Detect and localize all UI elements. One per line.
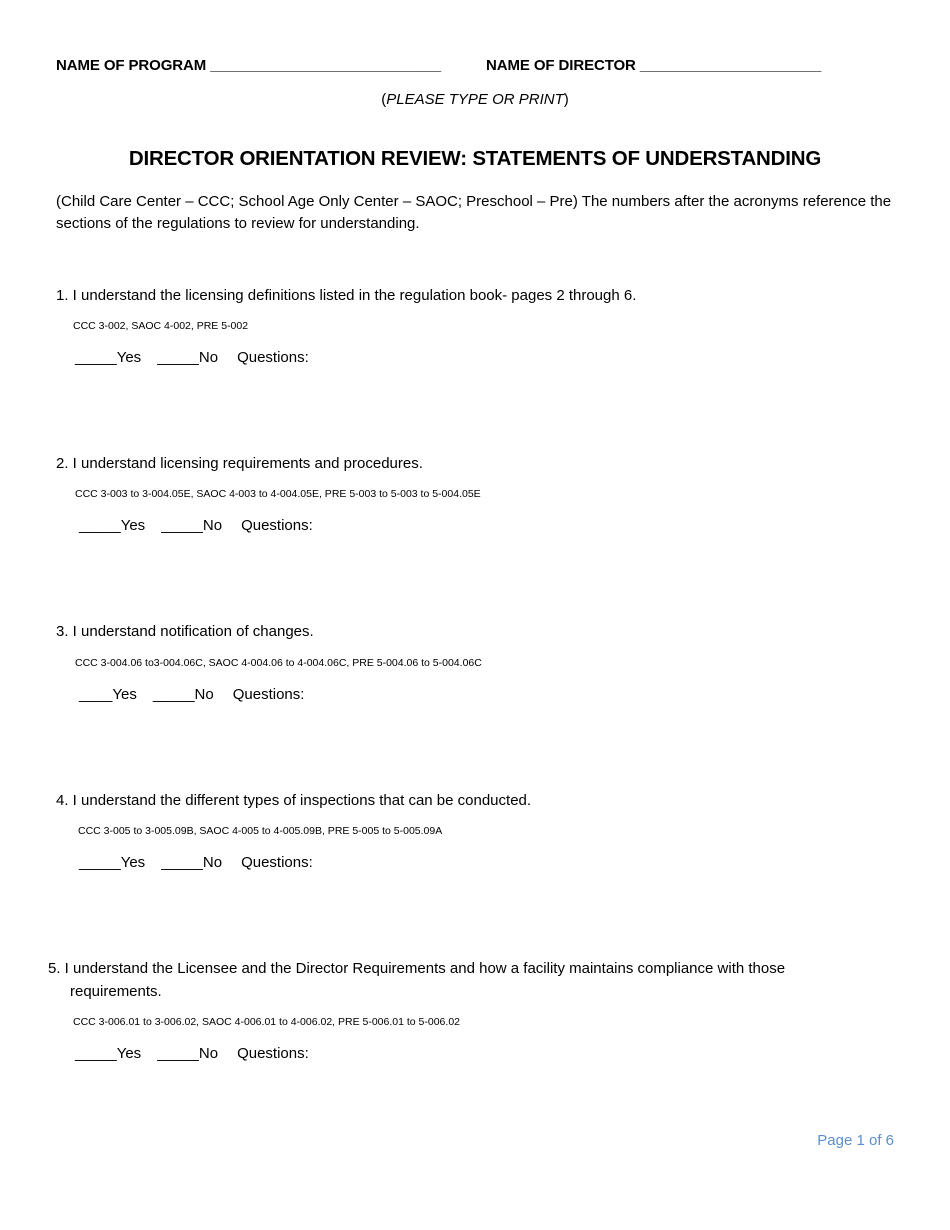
statement-5-answer [75,1045,309,1062]
print-instruction-text: PLEASE TYPE OR PRINT [386,91,564,108]
statement-5-yes-field[interactable]: _____Yes [75,1045,142,1062]
statement-5-reference: CCC 3-006.01 to 3-006.02, SAOC 4-006.01 to 4-006.02, PRE 5-006.01 to 5-006.02 [73,1016,460,1028]
statement-2-answer [79,517,313,534]
statement-2-reference: CCC 3-003 to 3-004.05E, SAOC 4-003 to 4-004.05E, PRE 5-003 to 5-003 to 5-004.05E [75,488,481,500]
statement-2-text: 2. I understand licensing requirements and procedures. [56,455,423,472]
page-title: DIRECTOR ORIENTATION REVIEW: STATEMENTS OF UNDERSTANDING [128,147,822,170]
statement-4-text: 4. I understand the different types of inspections that can be conducted. [56,792,532,809]
statement-1-questions-field[interactable]: Questions: [237,349,309,366]
statement-4-questions-field[interactable]: Questions: [241,854,313,871]
statement-1-no-field[interactable]: _____No [157,349,219,366]
statement-3-questions-field[interactable]: Questions: [232,686,305,703]
statement-1-reference: CCC 3-002, SAOC 4-002, PRE 5-002 [73,320,249,332]
statement-5-questions-field[interactable]: Questions: [237,1045,309,1062]
print-instruction: (PLEASE TYPE OR PRINT) [381,91,569,108]
statement-4-reference: CCC 3-005 to 3-005.09B, SAOC 4-005 to 4-005.09B, PRE 5-005 to 5-005.09A [78,825,443,837]
statement-1-answer [75,349,309,366]
statement-5-text-continued: requirements. [70,983,162,1000]
program-name-field[interactable]: NAME OF PROGRAM ____________________________ [56,57,442,74]
statement-3-reference: CCC 3-004.06 to3-004.06C, SAOC 4-004.06 to 4-004.06C, PRE 5-004.06 to 5-004.06C [75,657,482,669]
statement-4-no-field[interactable]: _____No [161,854,223,871]
statement-3-text: 3. I understand notification of changes. [56,623,314,640]
statement-4-answer [79,854,313,871]
statement-1-text: 1. I understand the licensing definitions listed in the regulation book- pages 2 through 6. [56,287,637,304]
statement-3-yes-field[interactable]: ____Yes [79,686,137,703]
statement-2-questions-field[interactable]: Questions: [241,517,313,534]
statement-4-yes-field[interactable]: _____Yes [79,854,146,871]
statement-1-yes-field[interactable]: _____Yes [75,349,142,366]
statement-3-answer [79,686,304,703]
statement-2-yes-field[interactable]: _____Yes [79,517,146,534]
director-name-field[interactable]: NAME OF DIRECTOR ______________________ [486,57,822,74]
intro-paragraph: (Child Care Center – CCC; School Age Only Center – SAOC; Preschool – Pre) The numbers after the acronyms reference the sections of the regulations to review for understanding. [56,193,892,232]
page-number: Page 1 of 6 [817,1132,894,1149]
statement-5-text: 5. I understand the Licensee and the Director Requirements and how a facility maintains compliance with those [48,960,786,977]
statement-5-no-field[interactable]: _____No [157,1045,219,1062]
statement-2-no-field[interactable]: _____No [161,517,223,534]
statement-3-no-field[interactable]: _____No [152,686,214,703]
